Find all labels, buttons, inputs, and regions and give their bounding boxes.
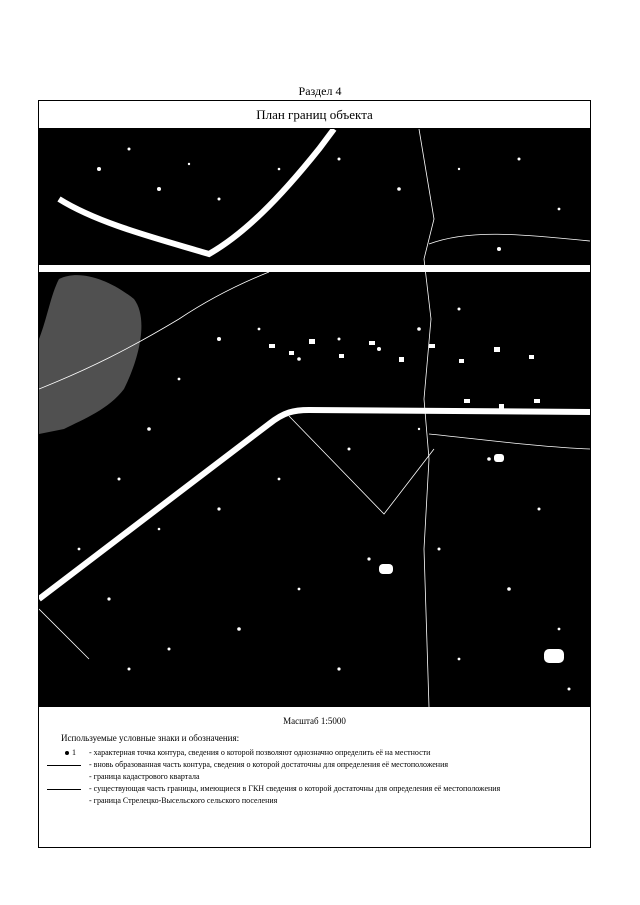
legend-row-point: [39, 747, 590, 759]
legend-text: - граница кадастрового квартала: [89, 772, 200, 781]
legend: [39, 747, 590, 807]
legend-text: - существующая часть границы, имеющиеся в ГКН сведения о которой достаточны для определения её местоположения: [89, 784, 501, 793]
legend-row-quarter-boundary: [39, 771, 590, 783]
legend-text: - характерная точка контура, сведения о которой позволяют однозначно определить её на местности: [89, 748, 431, 757]
legend-row-settlement-boundary: [39, 795, 590, 807]
line-icon: [47, 765, 81, 766]
legend-title: Используемые условные знаки и обозначения:: [61, 733, 240, 743]
legend-empty-symbol: [45, 771, 85, 783]
map-canvas: [39, 129, 590, 707]
satellite-map[interactable]: [39, 129, 590, 707]
map-scale: Масштаб 1:5000: [283, 716, 346, 726]
plan-title: План границ объекта: [39, 101, 590, 129]
legend-text: - граница Стрелецко-Высельского сельского поселения: [89, 796, 278, 805]
map-background: [39, 129, 590, 707]
line-icon: [47, 789, 81, 790]
point-dot-icon: [65, 751, 69, 755]
legend-text: - вновь образованная часть контура, сведения о которой достаточны для определения её местоположения: [89, 760, 449, 769]
legend-row-new-boundary: [39, 759, 590, 771]
road-horizontal: [39, 265, 590, 272]
plan-frame: [38, 100, 591, 848]
legend-line-symbol: [45, 759, 85, 771]
point-number-label: 1: [72, 748, 76, 757]
legend-row-existing-boundary: [39, 783, 590, 795]
legend-point-symbol: [45, 747, 85, 759]
section-title: Раздел 4: [298, 84, 342, 98]
legend-empty-symbol: [45, 795, 85, 807]
legend-line-symbol: [45, 783, 85, 795]
